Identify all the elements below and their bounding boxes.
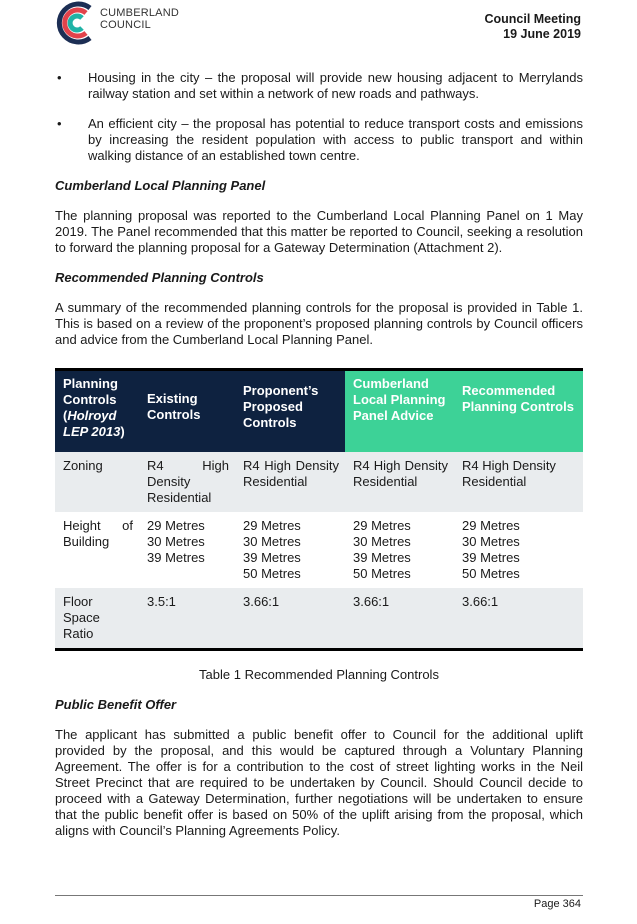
table-row bbox=[55, 512, 583, 588]
table-row bbox=[55, 588, 583, 650]
meeting-header bbox=[484, 12, 581, 42]
header-recommended-controls: Recommended Planning Controls bbox=[454, 370, 583, 453]
header-existing-controls: Existing Controls bbox=[139, 370, 235, 453]
bullet-item: • An efficient city – the proposal has potential to reduce transport costs and emissions by increasing the resident population with access to public transport and within walking distance of an established town centre. bbox=[55, 116, 583, 164]
cell-existing: R4 High Density Residential bbox=[139, 452, 235, 512]
cell-panel: 3.66:1 bbox=[345, 588, 454, 650]
bullet-item: • Housing in the city – the proposal will provide new housing adjacent to Merrylands railway station and set within a network of new roads and pathways. bbox=[55, 70, 583, 102]
meeting-date: 19 June 2019 bbox=[503, 27, 581, 41]
bullet-list bbox=[55, 70, 583, 164]
row-label: Height of Building bbox=[63, 518, 133, 549]
section-heading-planning-panel: Cumberland Local Planning Panel bbox=[55, 178, 266, 193]
cell-recommended: R4 High Density Residential bbox=[454, 452, 583, 512]
meeting-title: Council Meeting bbox=[484, 12, 581, 26]
logo-wordmark bbox=[100, 7, 179, 31]
cell-recommended: 29 Metres 30 Metres 39 Metres 50 Metres bbox=[462, 518, 520, 581]
paragraph-recommended-controls: A summary of the recommended planning controls for the proposal is provided in Table 1. This is based on a review of the proponent’s proposed planning controls by Council officers and advice from the Cumberland Local Planning Panel. bbox=[55, 300, 583, 347]
cell-proponent: R4 High Density Residential bbox=[235, 452, 345, 512]
paragraph-public-benefit: The applicant has submitted a public benefit offer to Council for the additional uplift provided by the proposal, and this would be captured through a Voluntary Planning Agreement. The offer is for a contribution to the cost of street lighting works in the Neil Street Precinct that are required to be undertaken by Council. Should Council decide to proceed with a Gateway Determination, further negotiations will be undertaken to ensure that the public benefit offer is based on 50% of the uplift arising from the proposal, which aligns with Council’s Planning Agreements Policy. bbox=[55, 727, 583, 838]
header-planning-controls: Planning Controls (Holroyd LEP 2013) bbox=[55, 370, 139, 453]
row-label: Floor Space Ratio bbox=[55, 588, 139, 650]
page-number: Page 364 bbox=[533, 898, 581, 910]
cell-recommended: 3.66:1 bbox=[454, 588, 583, 650]
cell-proponent: 3.66:1 bbox=[235, 588, 345, 650]
table-header-row bbox=[55, 370, 583, 453]
table-row bbox=[55, 452, 583, 512]
header-panel-advice: Cumberland Local Planning Panel Advice bbox=[345, 370, 454, 453]
table-caption: Table 1 Recommended Planning Controls bbox=[199, 667, 439, 682]
planning-controls-table bbox=[55, 368, 583, 651]
section-heading-recommended-controls: Recommended Planning Controls bbox=[55, 270, 264, 285]
cell-existing: 29 Metres 30 Metres 39 Metres bbox=[147, 518, 205, 565]
paragraph-planning-panel: The planning proposal was reported to the Cumberland Local Planning Panel on 1 May 2019. The Panel recommended that this matter be reported to Council, seeking a resolution to forward the planning proposal for a Gateway Determination (Attachment 2). bbox=[55, 208, 583, 255]
footer-divider bbox=[55, 895, 583, 896]
document-body bbox=[55, 70, 583, 853]
logo-line-1: CUMBERLAND bbox=[100, 7, 180, 19]
section-heading-public-benefit: Public Benefit Offer bbox=[55, 697, 177, 712]
header-proponent-controls: Proponent’s Proposed Controls bbox=[235, 370, 345, 453]
cell-existing: 3.5:1 bbox=[139, 588, 235, 650]
logo-line-2: COUNCIL bbox=[100, 19, 151, 31]
cell-panel: R4 High Density Residential bbox=[345, 452, 454, 512]
row-label: Zoning bbox=[55, 452, 139, 512]
council-logo-mark-icon bbox=[54, 0, 98, 46]
cell-panel: 29 Metres 30 Metres 39 Metres 50 Metres bbox=[353, 518, 411, 581]
council-logo bbox=[54, 0, 214, 48]
cell-proponent: 29 Metres 30 Metres 39 Metres 50 Metres bbox=[243, 518, 301, 581]
